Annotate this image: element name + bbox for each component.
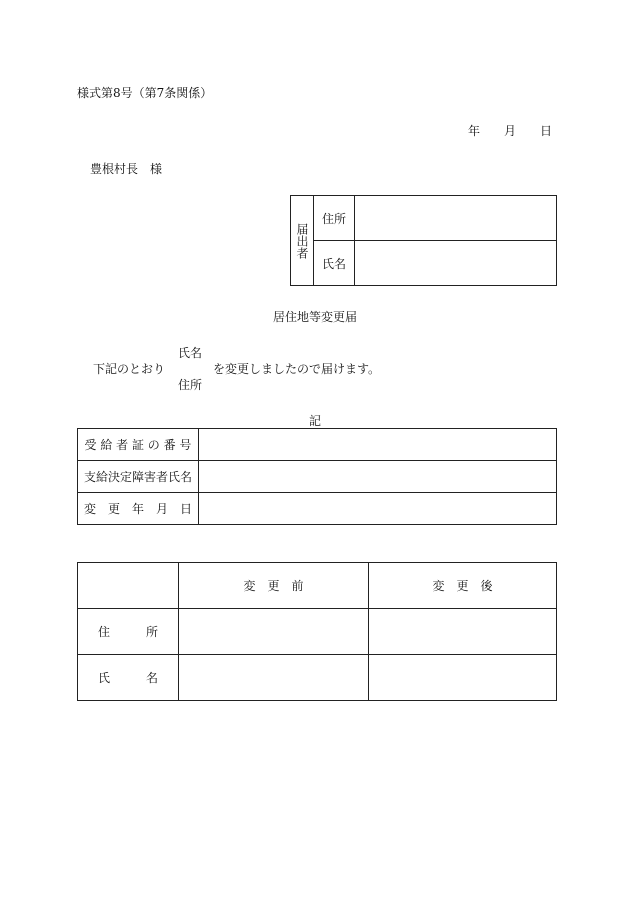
recipient-name-label: 支給決定障害者氏名 <box>78 461 199 493</box>
address-after-field[interactable] <box>369 609 557 655</box>
address-row-label: 住 所 <box>78 609 179 655</box>
recipient-name-field[interactable] <box>199 461 557 493</box>
name-label: 氏名 <box>314 241 355 286</box>
body-option-address: 住所 <box>178 378 203 392</box>
change-date-field[interactable] <box>199 493 557 525</box>
before-header: 変 更 前 <box>179 563 369 609</box>
name-after-field[interactable] <box>369 655 557 701</box>
address-before-field[interactable] <box>179 609 369 655</box>
info-table <box>77 428 557 525</box>
applicant-table <box>290 195 557 286</box>
table-row <box>78 429 557 461</box>
after-header: 変 更 後 <box>369 563 557 609</box>
name-field[interactable] <box>355 241 557 286</box>
recipient-number-field[interactable] <box>199 429 557 461</box>
applicant-label-cell <box>291 196 314 286</box>
address-field[interactable] <box>355 196 557 241</box>
name-before-field[interactable] <box>179 655 369 701</box>
change-table <box>77 562 557 701</box>
addressee: 豊根村長 様 <box>90 162 163 176</box>
table-row <box>78 461 557 493</box>
table-row <box>78 493 557 525</box>
corner-cell <box>78 563 179 609</box>
date-year-label: 年 <box>468 124 481 138</box>
table-row <box>78 655 557 701</box>
address-label: 住所 <box>314 196 355 241</box>
body-option-name: 氏名 <box>178 346 203 360</box>
body-prefix: 下記のとおり <box>93 362 166 376</box>
date-month-label: 月 <box>504 124 517 138</box>
date-day-label: 日 <box>540 124 553 138</box>
name-row-label: 氏 名 <box>78 655 179 701</box>
table-row <box>78 609 557 655</box>
table-row <box>78 563 557 609</box>
applicant-label: 届出者 <box>295 222 309 259</box>
ki-heading: 記 <box>308 414 321 428</box>
document-title: 居住地等変更届 <box>272 310 357 324</box>
change-date-label: 変 更 年 月 日 <box>78 493 199 525</box>
recipient-number-label: 受 給 者 証 の 番 号 <box>78 429 199 461</box>
body-suffix: を変更しましたので届けます。 <box>213 362 381 376</box>
form-number: 様式第8号（第7条関係） <box>77 86 213 100</box>
